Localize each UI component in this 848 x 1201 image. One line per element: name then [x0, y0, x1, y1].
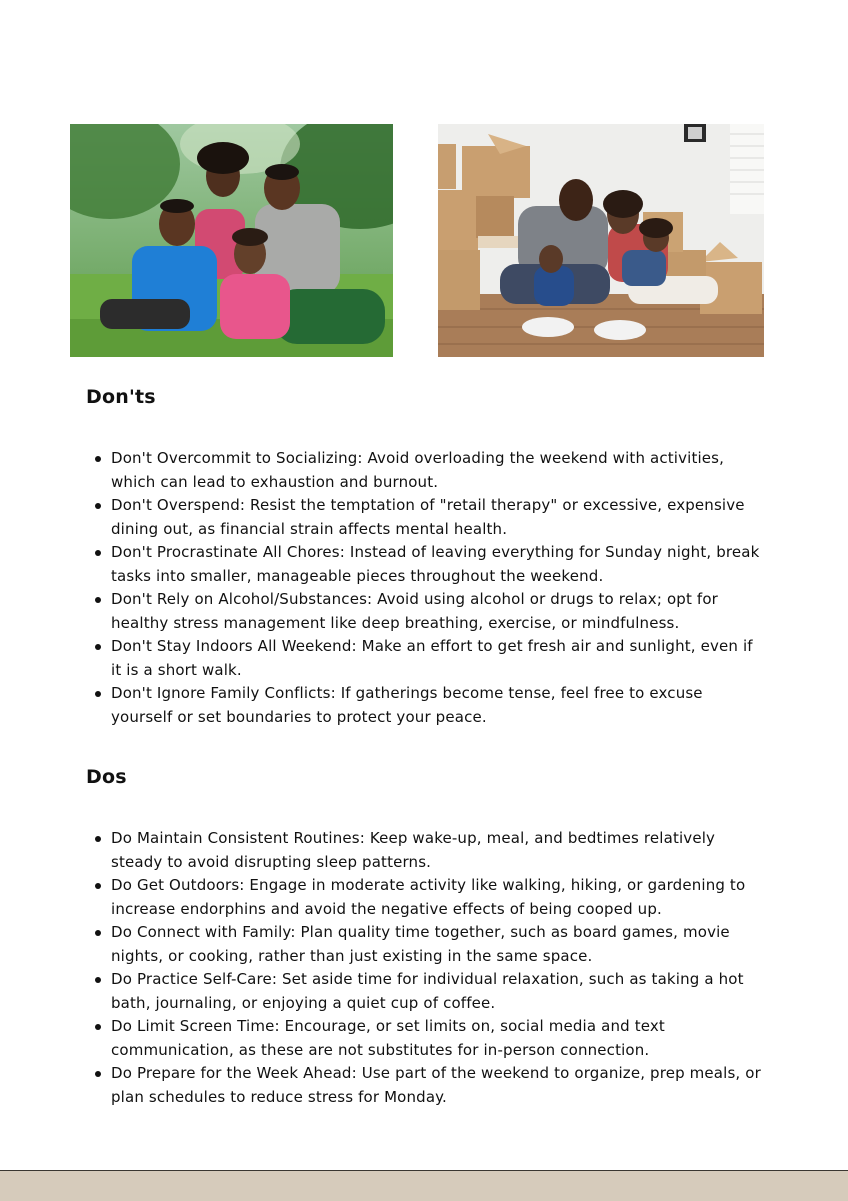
- donts-item-text: Don't Overspend: Resist the temptation of "retail therapy" or excessive, expensive dining out, as financial strain affects mental health.: [111, 496, 745, 538]
- family-with-moving-boxes-photo-icon: [438, 124, 764, 357]
- donts-list-item: [0, 541, 761, 588]
- dos-item-text: Do Connect with Family: Plan quality time together, such as board games, movie nights, or cooking, rather than just existing in the same space.: [111, 923, 730, 965]
- donts-list-item: [0, 635, 761, 682]
- bullet-icon: [95, 456, 101, 462]
- dos-list-item: [0, 921, 761, 968]
- family-park-photo: [70, 124, 393, 357]
- dos-item-text: Do Get Outdoors: Engage in moderate activity like walking, hiking, or gardening to increase endorphins and avoid the negative effects of being cooped up.: [111, 876, 746, 918]
- donts-heading: Don'ts: [86, 386, 156, 408]
- donts-item-text: Don't Stay Indoors All Weekend: Make an effort to get fresh air and sunlight, even if it is a short walk.: [111, 637, 753, 679]
- dos-item-text: Do Practice Self-Care: Set aside time for individual relaxation, such as taking a hot bath, journaling, or enjoying a quiet cup of coffee.: [111, 970, 744, 1012]
- family-sitting-on-grass-photo-icon: [70, 124, 393, 357]
- donts-list: [0, 447, 848, 729]
- dos-list: [0, 827, 848, 1109]
- dos-list-item: [0, 1015, 761, 1062]
- family-moving-photo: [438, 124, 764, 357]
- dos-item-text: Do Limit Screen Time: Encourage, or set limits on, social media and text communication, as these are not substitutes for in-person connection.: [111, 1017, 665, 1059]
- dos-list-item: [0, 1062, 761, 1109]
- footer-band: [0, 1170, 848, 1201]
- bullet-icon: [95, 644, 101, 650]
- dos-item-text: Do Prepare for the Week Ahead: Use part of the weekend to organize, prep meals, or plan schedules to reduce stress for Monday.: [111, 1064, 761, 1106]
- donts-list-item: [0, 494, 761, 541]
- donts-item-text: Don't Overcommit to Socializing: Avoid overloading the weekend with activities, which can lead to exhaustion and burnout.: [111, 449, 725, 491]
- bullet-icon: [95, 883, 101, 889]
- bullet-icon: [95, 836, 101, 842]
- bullet-icon: [95, 503, 101, 509]
- donts-item-text: Don't Rely on Alcohol/Substances: Avoid using alcohol or drugs to relax; opt for healthy stress management like deep breathing, exercise, or mindfulness.: [111, 590, 718, 632]
- dos-list-item: [0, 874, 761, 921]
- bullet-icon: [95, 930, 101, 936]
- donts-list-item: [0, 682, 761, 729]
- donts-list-item: [0, 447, 761, 494]
- bullet-icon: [95, 1071, 101, 1077]
- bullet-icon: [95, 691, 101, 697]
- bullet-icon: [95, 550, 101, 556]
- dos-list-item: [0, 827, 761, 874]
- dos-heading: Dos: [86, 766, 127, 788]
- bullet-icon: [95, 1024, 101, 1030]
- dos-item-text: Do Maintain Consistent Routines: Keep wake-up, meal, and bedtimes relatively steady to avoid disrupting sleep patterns.: [111, 829, 716, 871]
- donts-item-text: Don't Procrastinate All Chores: Instead of leaving everything for Sunday night, break tasks into smaller, manageable pieces throughout the weekend.: [111, 543, 760, 585]
- dos-list-item: [0, 968, 761, 1015]
- donts-list-item: [0, 588, 761, 635]
- bullet-icon: [95, 597, 101, 603]
- bullet-icon: [95, 977, 101, 983]
- donts-item-text: Don't Ignore Family Conflicts: If gatherings become tense, feel free to excuse yourself or set boundaries to protect your peace.: [111, 684, 703, 726]
